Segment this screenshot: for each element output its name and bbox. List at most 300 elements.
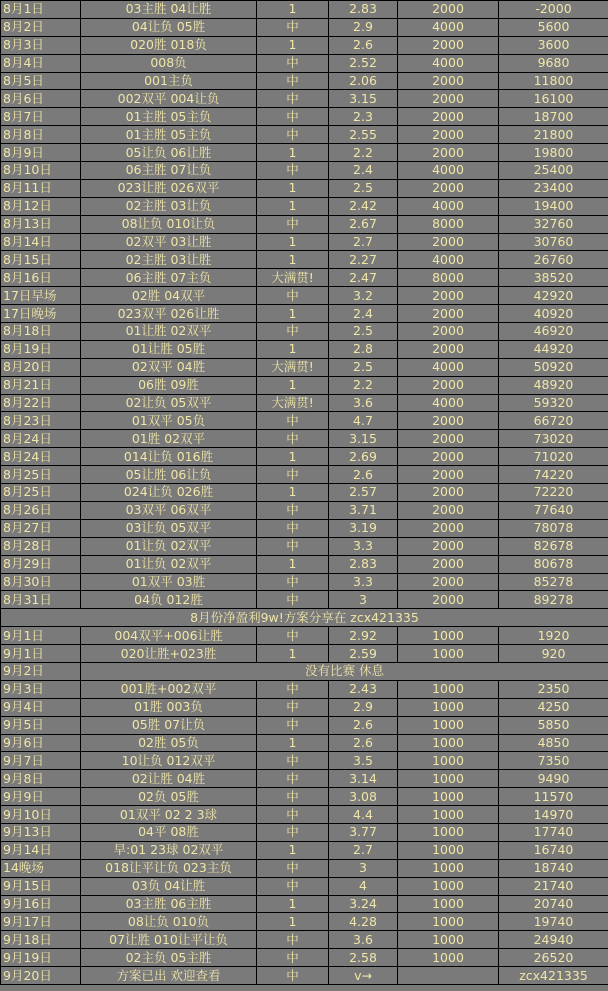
balance-cell: 4250 [499, 698, 608, 716]
picks-cell: 008负 [81, 54, 257, 72]
stake-cell: 2000 [398, 466, 499, 484]
balance-cell: 85278 [499, 573, 608, 591]
balance-cell: 89278 [499, 591, 608, 609]
stake-cell: 1000 [398, 680, 499, 698]
result-cell: 1 [257, 895, 329, 913]
date-cell: 9月10日 [1, 806, 81, 824]
odds-cell: 3.14 [329, 770, 398, 788]
table-row [1, 18, 608, 36]
date-cell: 8月30日 [1, 573, 81, 591]
balance-cell: 17740 [499, 823, 608, 841]
picks-cell: 023让胜 026双平 [81, 179, 257, 197]
picks-cell: 004双平+006让胜 [81, 627, 257, 645]
result-cell: 中 [257, 716, 329, 734]
odds-cell: 4.4 [329, 806, 398, 824]
result-cell: 大满贯! [257, 358, 329, 376]
result-cell: 1 [257, 841, 329, 859]
date-cell: 17日晚场 [1, 305, 81, 323]
summary-banner-row [1, 609, 608, 627]
stake-cell: 1000 [398, 645, 499, 663]
stake-cell: 2000 [398, 573, 499, 591]
odds-cell: 2.6 [329, 734, 398, 752]
date-cell: 8月12日 [1, 197, 81, 215]
date-cell: 9月4日 [1, 698, 81, 716]
result-cell: 中 [257, 519, 329, 537]
stake-cell: 1000 [398, 716, 499, 734]
balance-cell: 1920 [499, 627, 608, 645]
odds-cell: 2.8 [329, 340, 398, 358]
balance-cell: 73020 [499, 430, 608, 448]
stake-cell: 2000 [398, 412, 499, 430]
odds-cell: 2.27 [329, 251, 398, 269]
table-row [1, 430, 608, 448]
table-row [1, 841, 608, 859]
result-cell: 中 [257, 215, 329, 233]
odds-cell: 2.9 [329, 18, 398, 36]
table-row [1, 36, 608, 54]
stake-cell: 2000 [398, 448, 499, 466]
result-cell: 中 [257, 537, 329, 555]
date-cell: 8月15日 [1, 251, 81, 269]
result-cell: 1 [257, 913, 329, 931]
picks-cell: 024让负 026胜 [81, 484, 257, 502]
balance-cell: 11570 [499, 788, 608, 806]
stake-cell: 2000 [398, 1, 499, 19]
balance-cell: 19400 [499, 197, 608, 215]
result-cell: 中 [257, 108, 329, 126]
table-row [1, 1, 608, 19]
date-cell: 8月14日 [1, 233, 81, 251]
stake-cell: 4000 [398, 394, 499, 412]
stake-cell: 1000 [398, 698, 499, 716]
picks-cell: 002双平 004让负 [81, 90, 257, 108]
date-cell: 9月6日 [1, 734, 81, 752]
table-row [1, 931, 608, 949]
result-cell: 1 [257, 305, 329, 323]
date-cell: 9月9日 [1, 788, 81, 806]
result-cell: 中 [257, 752, 329, 770]
odds-cell: 2.7 [329, 841, 398, 859]
stake-cell: 4000 [398, 358, 499, 376]
balance-cell: 82678 [499, 537, 608, 555]
stake-cell [398, 967, 499, 985]
stake-cell: 1000 [398, 752, 499, 770]
picks-cell: 05让负 06让胜 [81, 144, 257, 162]
result-cell: 1 [257, 376, 329, 394]
date-cell: 8月4日 [1, 54, 81, 72]
stake-cell: 2000 [398, 36, 499, 54]
result-cell: 1 [257, 555, 329, 573]
odds-cell: 3.3 [329, 537, 398, 555]
table-row [1, 215, 608, 233]
stake-cell: 2000 [398, 323, 499, 341]
picks-cell: 01双平 03胜 [81, 573, 257, 591]
date-cell: 9月8日 [1, 770, 81, 788]
result-cell: 1 [257, 448, 329, 466]
table-row [1, 913, 608, 931]
odds-cell: 2.52 [329, 54, 398, 72]
stake-cell: 2000 [398, 484, 499, 502]
picks-cell: 014让负 016胜 [81, 448, 257, 466]
odds-cell: 4.7 [329, 412, 398, 430]
balance-cell: 48920 [499, 376, 608, 394]
table-row [1, 376, 608, 394]
date-cell: 9月16日 [1, 895, 81, 913]
table-row [1, 233, 608, 251]
stake-cell: 2000 [398, 501, 499, 519]
picks-cell: 02让胜 04胜 [81, 770, 257, 788]
result-cell: 中 [257, 430, 329, 448]
stake-cell: 2000 [398, 144, 499, 162]
balance-cell: 4850 [499, 734, 608, 752]
picks-cell: 01让胜 02双平 [81, 323, 257, 341]
balance-cell: 50920 [499, 358, 608, 376]
stake-cell: 2000 [398, 179, 499, 197]
picks-cell: 01让胜 05胜 [81, 340, 257, 358]
result-cell: 中 [257, 859, 329, 877]
stake-cell: 2000 [398, 233, 499, 251]
table-row [1, 90, 608, 108]
odds-cell: 4.28 [329, 913, 398, 931]
table-row [1, 752, 608, 770]
balance-cell: 18740 [499, 859, 608, 877]
balance-cell: -2000 [499, 1, 608, 19]
table-row [1, 358, 608, 376]
stake-cell: 2000 [398, 430, 499, 448]
date-cell: 8月19日 [1, 340, 81, 358]
result-cell: 中 [257, 412, 329, 430]
picks-cell: 早:01 23球 02双平 [81, 841, 257, 859]
balance-cell: 38520 [499, 269, 608, 287]
balance-cell: 920 [499, 645, 608, 663]
result-cell: 1 [257, 1, 329, 19]
stake-cell: 1000 [398, 823, 499, 841]
date-cell: 8月13日 [1, 215, 81, 233]
odds-cell: 3.2 [329, 287, 398, 305]
odds-cell: 2.5 [329, 179, 398, 197]
picks-cell: 02负 05胜 [81, 788, 257, 806]
date-cell: 9月3日 [1, 680, 81, 698]
table-row [1, 734, 608, 752]
result-cell: 中 [257, 627, 329, 645]
balance-cell: 19740 [499, 913, 608, 931]
balance-cell: 26760 [499, 251, 608, 269]
balance-cell: 78078 [499, 519, 608, 537]
result-cell: 中 [257, 18, 329, 36]
picks-cell: 02让负 05双平 [81, 394, 257, 412]
stake-cell: 1000 [398, 913, 499, 931]
odds-cell: 2.4 [329, 162, 398, 180]
balance-cell: 7350 [499, 752, 608, 770]
stake-cell: 2000 [398, 305, 499, 323]
stake-cell: 1000 [398, 949, 499, 967]
odds-cell: 3.71 [329, 501, 398, 519]
balance-cell: 24940 [499, 931, 608, 949]
picks-cell: 10让负 012双平 [81, 752, 257, 770]
date-cell: 8月2日 [1, 18, 81, 36]
result-cell: 中 [257, 931, 329, 949]
picks-cell: 02双平 04胜 [81, 358, 257, 376]
odds-cell: 2.7 [329, 233, 398, 251]
odds-cell: 2.3 [329, 108, 398, 126]
result-cell: 中 [257, 54, 329, 72]
date-cell: 17日早场 [1, 287, 81, 305]
stake-cell: 1000 [398, 877, 499, 895]
stake-cell: 2000 [398, 555, 499, 573]
summary-banner-text: 8月份净盈利9w!方案分享在 zcx421335 [1, 609, 608, 627]
result-cell: 中 [257, 72, 329, 90]
table-row [1, 859, 608, 877]
date-cell: 8月31日 [1, 591, 81, 609]
odds-cell: 3.5 [329, 752, 398, 770]
picks-cell: 01双平 02 2 3球 [81, 806, 257, 824]
balance-cell: 9490 [499, 770, 608, 788]
balance-cell: 21800 [499, 126, 608, 144]
table-row [1, 72, 608, 90]
table-row [1, 269, 608, 287]
stake-cell: 1000 [398, 734, 499, 752]
result-cell: 中 [257, 162, 329, 180]
date-cell: 8月11日 [1, 179, 81, 197]
stake-cell: 4000 [398, 18, 499, 36]
date-cell: 8月23日 [1, 412, 81, 430]
result-cell: 中 [257, 698, 329, 716]
date-cell: 9月1日 [1, 627, 81, 645]
balance-cell: 30760 [499, 233, 608, 251]
odds-cell: 3.6 [329, 931, 398, 949]
balance-cell: 3600 [499, 36, 608, 54]
date-cell: 8月28日 [1, 537, 81, 555]
odds-cell: 3.3 [329, 573, 398, 591]
table-row [1, 412, 608, 430]
odds-cell: 2.2 [329, 376, 398, 394]
result-cell: 1 [257, 340, 329, 358]
date-cell: 9月14日 [1, 841, 81, 859]
balance-cell: 77640 [499, 501, 608, 519]
date-cell: 8月25日 [1, 484, 81, 502]
date-cell: 9月13日 [1, 823, 81, 841]
odds-cell: 2.83 [329, 1, 398, 19]
stake-cell: 4000 [398, 54, 499, 72]
picks-cell: 01双平 05负 [81, 412, 257, 430]
picks-cell: 03主胜 06主胜 [81, 895, 257, 913]
picks-cell: 03让负 05双平 [81, 519, 257, 537]
balance-cell: 59320 [499, 394, 608, 412]
stake-cell: 2000 [398, 376, 499, 394]
odds-cell: 2.47 [329, 269, 398, 287]
stake-cell: 1000 [398, 931, 499, 949]
result-cell: 中 [257, 573, 329, 591]
date-cell: 8月9日 [1, 144, 81, 162]
result-cell: 中 [257, 466, 329, 484]
odds-cell: 2.57 [329, 484, 398, 502]
picks-cell: 方案已出 欢迎查看 [81, 967, 257, 985]
odds-cell: 3.24 [329, 895, 398, 913]
odds-cell: 2.5 [329, 323, 398, 341]
balance-cell: 21740 [499, 877, 608, 895]
date-cell: 8月18日 [1, 323, 81, 341]
odds-cell: 2.2 [329, 144, 398, 162]
odds-cell: 2.6 [329, 36, 398, 54]
stake-cell: 4000 [398, 162, 499, 180]
stake-cell: 2000 [398, 126, 499, 144]
date-cell: 8月20日 [1, 358, 81, 376]
table-row [1, 555, 608, 573]
odds-cell: 2.59 [329, 645, 398, 663]
result-cell: 中 [257, 823, 329, 841]
balance-cell: 16100 [499, 90, 608, 108]
result-cell: 中 [257, 967, 329, 985]
table-row [1, 591, 608, 609]
stake-cell: 1000 [398, 841, 499, 859]
date-cell: 8月27日 [1, 519, 81, 537]
odds-cell: 2.6 [329, 466, 398, 484]
odds-cell: 2.92 [329, 627, 398, 645]
stake-cell: 2000 [398, 90, 499, 108]
result-cell: 1 [257, 197, 329, 215]
picks-cell: 02主胜 03让负 [81, 197, 257, 215]
odds-cell: 2.9 [329, 698, 398, 716]
balance-cell: 20740 [499, 895, 608, 913]
table-row [1, 537, 608, 555]
table-row [1, 645, 608, 663]
table-row [1, 627, 608, 645]
odds-cell: 2.42 [329, 197, 398, 215]
odds-cell: 4 [329, 877, 398, 895]
odds-cell: 3.19 [329, 519, 398, 537]
balance-cell: 66720 [499, 412, 608, 430]
date-cell: 8月6日 [1, 90, 81, 108]
date-cell: 9月19日 [1, 949, 81, 967]
picks-cell: 08让负 010负 [81, 913, 257, 931]
stake-cell: 4000 [398, 197, 499, 215]
table-row [1, 162, 608, 180]
stake-cell: 1000 [398, 895, 499, 913]
odds-cell: 3 [329, 859, 398, 877]
table-row [1, 788, 608, 806]
balance-cell: 5850 [499, 716, 608, 734]
table-row [1, 108, 608, 126]
result-cell: 中 [257, 949, 329, 967]
odds-cell: 2.83 [329, 555, 398, 573]
table-row [1, 698, 608, 716]
result-cell: 1 [257, 179, 329, 197]
date-cell: 8月5日 [1, 72, 81, 90]
date-cell: 8月29日 [1, 555, 81, 573]
odds-cell: 2.06 [329, 72, 398, 90]
balance-cell: 32760 [499, 215, 608, 233]
odds-cell: 2.43 [329, 680, 398, 698]
odds-cell: 2.6 [329, 716, 398, 734]
date-cell: 14晚场 [1, 859, 81, 877]
odds-cell: 3.77 [329, 823, 398, 841]
stake-cell: 8000 [398, 215, 499, 233]
picks-cell: 023双平 026让胜 [81, 305, 257, 323]
picks-cell: 02主胜 03让胜 [81, 251, 257, 269]
odds-cell: 2.67 [329, 215, 398, 233]
balance-cell: 19800 [499, 144, 608, 162]
result-cell: 中 [257, 877, 329, 895]
odds-cell: 2.58 [329, 949, 398, 967]
stake-cell: 1000 [398, 859, 499, 877]
picks-cell: 02双平 03让胜 [81, 233, 257, 251]
balance-cell: 42920 [499, 287, 608, 305]
stake-cell: 1000 [398, 627, 499, 645]
balance-cell: zcx421335 [499, 967, 608, 985]
picks-cell: 01主胜 05主负 [81, 126, 257, 144]
picks-cell: 02主负 05主胜 [81, 949, 257, 967]
table-row [1, 967, 608, 985]
table-row [1, 466, 608, 484]
balance-cell: 9680 [499, 54, 608, 72]
balance-cell: 46920 [499, 323, 608, 341]
table-row [1, 394, 608, 412]
odds-cell: 2.69 [329, 448, 398, 466]
rest-day-text: 没有比赛 休息 [81, 662, 608, 680]
picks-cell: 04平 08胜 [81, 823, 257, 841]
rest-day-row [1, 662, 608, 680]
picks-cell: 06主胜 07让负 [81, 162, 257, 180]
table-row [1, 323, 608, 341]
result-cell: 1 [257, 251, 329, 269]
date-cell: 9月20日 [1, 967, 81, 985]
result-cell: 中 [257, 680, 329, 698]
picks-cell: 02胜 05负 [81, 734, 257, 752]
picks-cell: 001胜+002双平 [81, 680, 257, 698]
balance-cell: 25400 [499, 162, 608, 180]
result-cell: 1 [257, 36, 329, 54]
result-cell: 1 [257, 233, 329, 251]
table-row [1, 179, 608, 197]
balance-cell: 71020 [499, 448, 608, 466]
picks-cell: 020让胜+023胜 [81, 645, 257, 663]
odds-cell: 3.15 [329, 90, 398, 108]
table-row [1, 949, 608, 967]
picks-cell: 01胜 003负 [81, 698, 257, 716]
odds-cell: 3.15 [329, 430, 398, 448]
result-cell: 1 [257, 645, 329, 663]
table-row [1, 770, 608, 788]
picks-cell: 01胜 02双平 [81, 430, 257, 448]
stake-cell: 2000 [398, 519, 499, 537]
picks-cell: 05让胜 06让负 [81, 466, 257, 484]
picks-cell: 06主胜 07主负 [81, 269, 257, 287]
date-cell: 9月5日 [1, 716, 81, 734]
stake-cell: 2000 [398, 108, 499, 126]
result-cell: 中 [257, 323, 329, 341]
balance-cell: 44920 [499, 340, 608, 358]
picks-cell: 01主胜 05主负 [81, 108, 257, 126]
table-row [1, 305, 608, 323]
odds-cell: 3 [329, 591, 398, 609]
picks-cell: 020胜 018负 [81, 36, 257, 54]
table-row [1, 287, 608, 305]
picks-cell: 06胜 09胜 [81, 376, 257, 394]
result-cell: 中 [257, 287, 329, 305]
picks-cell: 018让平让负 023主负 [81, 859, 257, 877]
picks-cell: 03主胜 04让胜 [81, 1, 257, 19]
balance-cell: 2350 [499, 680, 608, 698]
date-cell: 9月17日 [1, 913, 81, 931]
picks-cell: 05胜 07让负 [81, 716, 257, 734]
table-row [1, 519, 608, 537]
table-row [1, 251, 608, 269]
table-row [1, 501, 608, 519]
odds-cell: 2.4 [329, 305, 398, 323]
date-cell: 8月25日 [1, 466, 81, 484]
balance-cell: 11800 [499, 72, 608, 90]
result-cell: 中 [257, 90, 329, 108]
